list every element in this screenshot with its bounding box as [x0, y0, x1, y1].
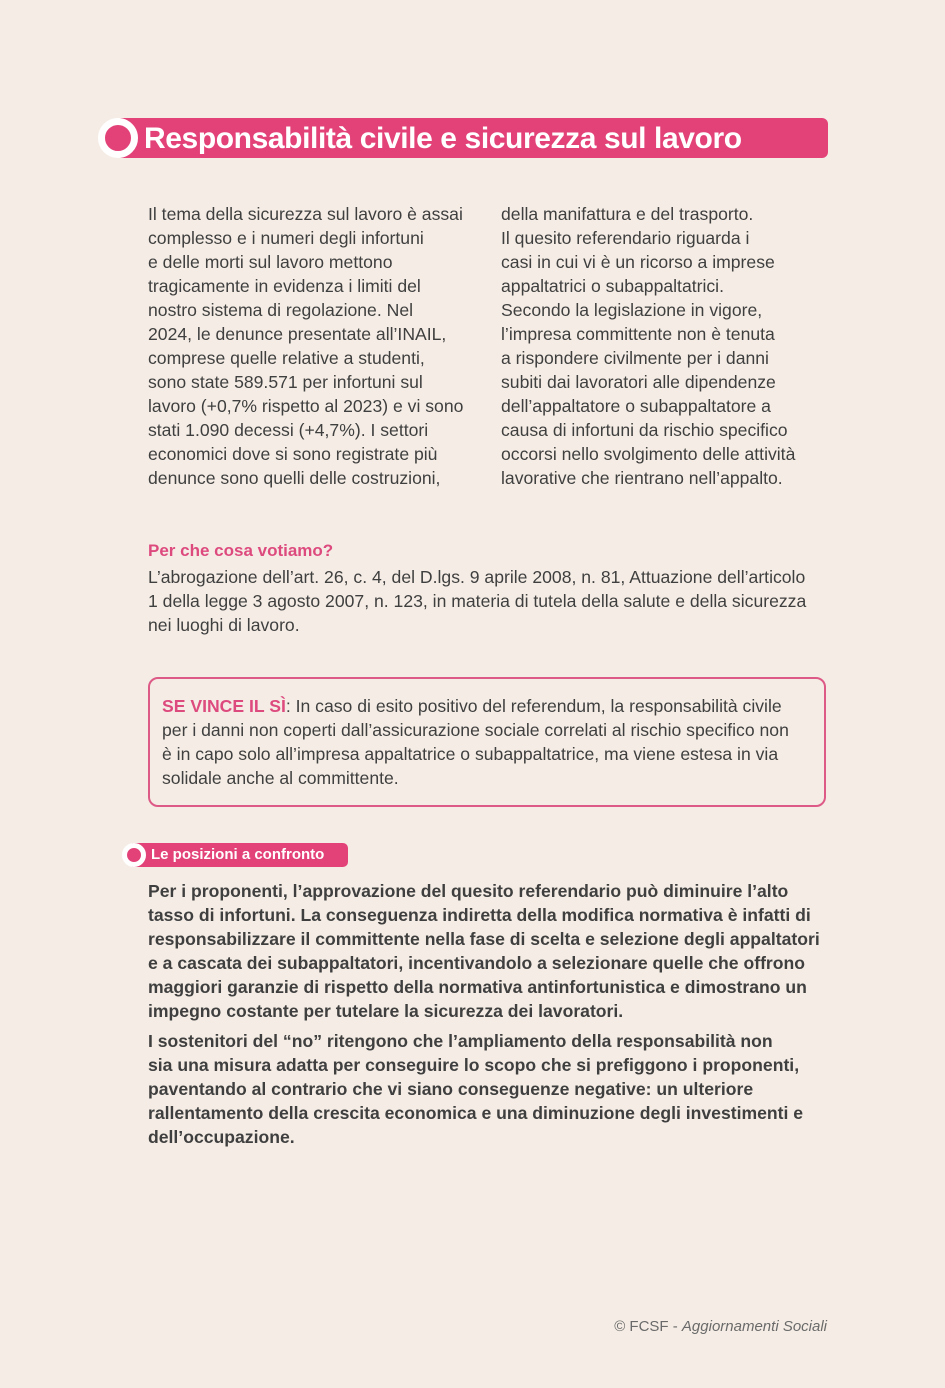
- text-line: responsabilizzare il committente nella fase di scelta e selezione degli appaltatori: [148, 929, 820, 949]
- text-line: lavorative che rientrano nell’appalto.: [501, 468, 783, 488]
- circle-bullet-icon: [122, 843, 146, 867]
- text-line: per i danni non coperti dall’assicurazione sociale correlati al rischio specifico non: [162, 720, 789, 740]
- text-line: Secondo la legislazione in vigore,: [501, 300, 763, 320]
- text-line: nei luoghi di lavoro.: [148, 615, 300, 635]
- text-line: nostro sistema di regolazione. Nel: [148, 300, 414, 320]
- vote-heading: Per che cosa votiamo?: [148, 541, 334, 560]
- intro-left-column: [148, 202, 488, 490]
- text-line: tasso di infortuni. La conseguenza indiretta della modifica normativa è infatti di: [148, 905, 811, 925]
- opponents-paragraph: [148, 1029, 838, 1149]
- text-line: causa di infortuni da rischio specifico: [501, 420, 788, 440]
- text-line: sia una misura adatta per conseguire lo scopo che si prefiggono i proponenti,: [148, 1055, 800, 1075]
- text-line: lavoro (+0,7% rispetto al 2023) e vi sono: [148, 396, 464, 416]
- text-line: a rispondere civilmente per i danni: [501, 348, 769, 368]
- footer-credit: [614, 1318, 827, 1335]
- se-vince-il-si-text: [162, 694, 822, 790]
- text-line: impegno costante per tutelare la sicurezza dei lavoratori.: [148, 1001, 624, 1021]
- text-line: occorsi nello svolgimento delle attività: [501, 444, 796, 464]
- text-line: tragicamente in evidenza i limiti del: [148, 276, 421, 296]
- text-line: complesso e i numeri degli infortuni: [148, 228, 424, 248]
- text-line: l’impresa committente non è tenuta: [501, 324, 775, 344]
- text-line: maggiori garanzie di rispetto della normativa antinfortunistica e dimostrano un: [148, 977, 807, 997]
- page-title: Responsabilità civile e sicurezza sul lavoro: [144, 122, 742, 155]
- text-line: appaltatrici o subappaltatrici.: [501, 276, 724, 296]
- text-line: e delle morti sul lavoro mettono: [148, 252, 393, 272]
- text-line: subiti dai lavoratori alle dipendenze: [501, 372, 776, 392]
- text-line: [162, 694, 822, 718]
- text-line: L’abrogazione dell’art. 26, c. 4, del D.lgs. 9 aprile 2008, n. 81, Attuazione dell’articolo: [148, 567, 806, 587]
- text-line: comprese quelle relative a studenti,: [148, 348, 425, 368]
- text-line: della manifattura e del trasporto.: [501, 204, 754, 224]
- intro-right-column: [501, 202, 831, 490]
- text-line: economici dove si sono registrate più: [148, 444, 438, 464]
- text-line: Il quesito referendario riguarda i: [501, 228, 750, 248]
- copyright-text: © FCSF -: [614, 1318, 682, 1335]
- text-line: Per i proponenti, l’approvazione del quesito referendario può diminuire l’alto: [148, 881, 789, 901]
- proponents-paragraph: [148, 879, 838, 1023]
- text-span: : In caso di esito positivo del referendum, la responsabilità civile: [285, 696, 782, 716]
- circle-bullet-icon: [98, 118, 138, 158]
- text-line: casi in cui vi è un ricorso a imprese: [501, 252, 775, 272]
- text-line: denunce sono quelli delle costruzioni,: [148, 468, 441, 488]
- text-line: paventando al contrario che vi siano conseguenze negative: un ulteriore: [148, 1079, 754, 1099]
- text-line: stati 1.090 decessi (+4,7%). I settori: [148, 420, 429, 440]
- se-vince-il-si-label: SE VINCE IL SÌ: [162, 696, 286, 716]
- text-line: 2024, le denunce presentate all’INAIL,: [148, 324, 447, 344]
- publication-name: Aggiornamenti Sociali: [681, 1318, 827, 1335]
- text-line: dell’appaltatore o subappaltatore a: [501, 396, 771, 416]
- vote-description: [148, 565, 838, 637]
- text-line: solidale anche al committente.: [162, 768, 399, 788]
- text-line: 1 della legge 3 agosto 2007, n. 123, in materia di tutela della salute e della sicurezza: [148, 591, 807, 611]
- text-line: sono state 589.571 per infortuni sul: [148, 372, 423, 392]
- text-line: è in capo solo all’impresa appaltatrice o subappaltatrice, ma viene estesa in via: [162, 744, 779, 764]
- text-line: e a cascata dei subappaltatori, incentivandolo a selezionare quelle che offrono: [148, 953, 806, 973]
- positions-heading: Le posizioni a confronto: [151, 846, 325, 863]
- text-line: I sostenitori del “no” ritengono che l’ampliamento della responsabilità non: [148, 1031, 773, 1051]
- text-line: rallentamento della crescita economica e una diminuzione degli investimenti e: [148, 1103, 804, 1123]
- text-line: dell’occupazione.: [148, 1127, 295, 1147]
- text-line: Il tema della sicurezza sul lavoro è assai: [148, 204, 463, 224]
